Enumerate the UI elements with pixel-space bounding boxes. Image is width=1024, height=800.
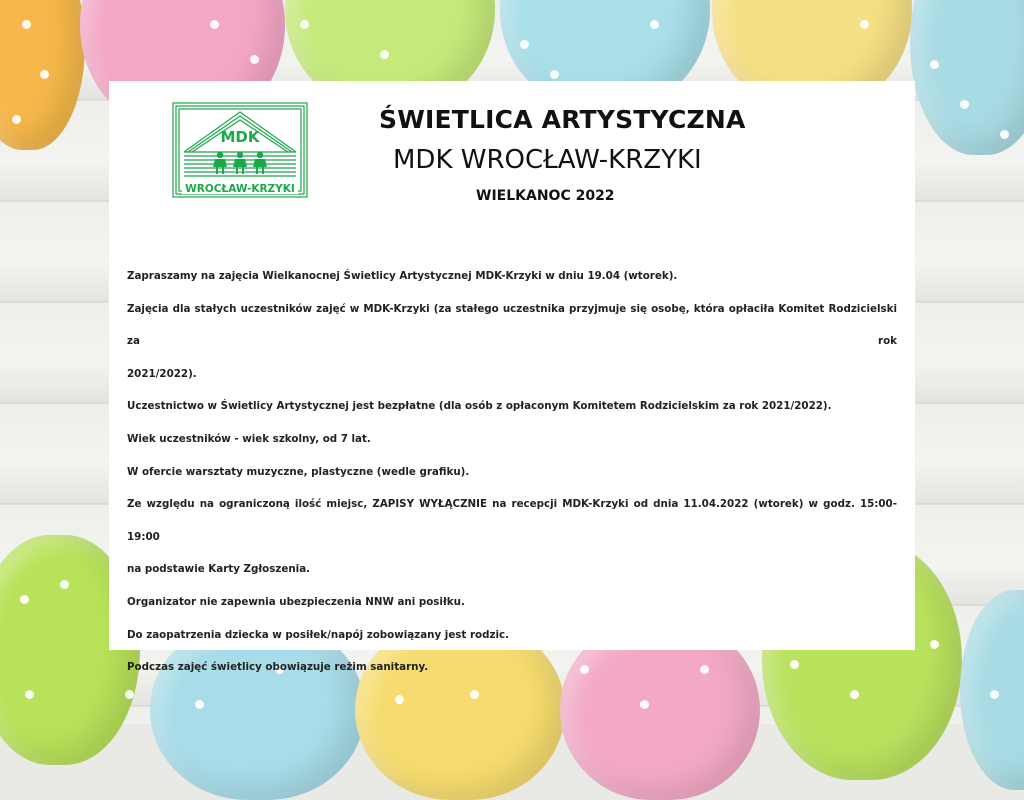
paragraph-registration-line1: Ze względu na ograniczoną ilość miejsc, ZAPISY WYŁĄCZNIE na recepcji MDK-Krzyki od dnia 11.04.2022 (wtorek) w godz. 15:00-19:00 [127,498,897,543]
paragraph-insurance: Organizator nie zapewnia ubezpieczenia NNW ani posiłku. [127,595,465,608]
page-subtitle: MDK WROCŁAW-KRZYKI [393,145,702,175]
occasion-label: WIELKANOC 2022 [476,188,615,204]
announcement-body [127,260,897,684]
paragraph-registration-line2: na podstawie Karty Zgłoszenia. [127,563,311,576]
page-title: ŚWIETLICA ARTYSTYCZNA [379,105,746,134]
paragraph-age: Wiek uczestników - wiek szkolny, od 7 lat. [127,432,371,445]
paragraph-food: Do zaopatrzenia dziecka w posiłek/napój zobowiązany jest rodzic. [127,628,510,641]
poster-card [109,81,915,674]
paragraph-offer: W ofercie warsztaty muzyczne, plastyczne (wedle grafiku). [127,465,470,478]
logo-bottom-text: WROCŁAW-KRZYKI [185,183,295,195]
paragraph-participants-line1: Zajęcia dla stałych uczestników zajęć w MDK-Krzyki (za stałego uczestnika przyjmuje się osobę, która opłaciła Komitet Rodzicielski za rok [127,302,897,348]
paragraph-free-of-charge: Uczestnictwo w Świetlicy Artystycznej jest bezpłatne (dla osób z opłaconym Komitetem Rodzicielskim za rok 2021/2022). [127,400,832,413]
logo-top-text: MDK [220,128,260,146]
paragraph-sanitary: Podczas zajęć świetlicy obowiązuje reżim sanitarny. [127,661,429,674]
paragraph-invitation: Zapraszamy na zajęcia Wielkanocnej Świetlicy Artystycznej MDK-Krzyki w dniu 19.04 (wtorek). [127,270,678,282]
mdk-logo [172,102,308,198]
paragraph-participants-line2: 2021/2022). [127,367,197,380]
